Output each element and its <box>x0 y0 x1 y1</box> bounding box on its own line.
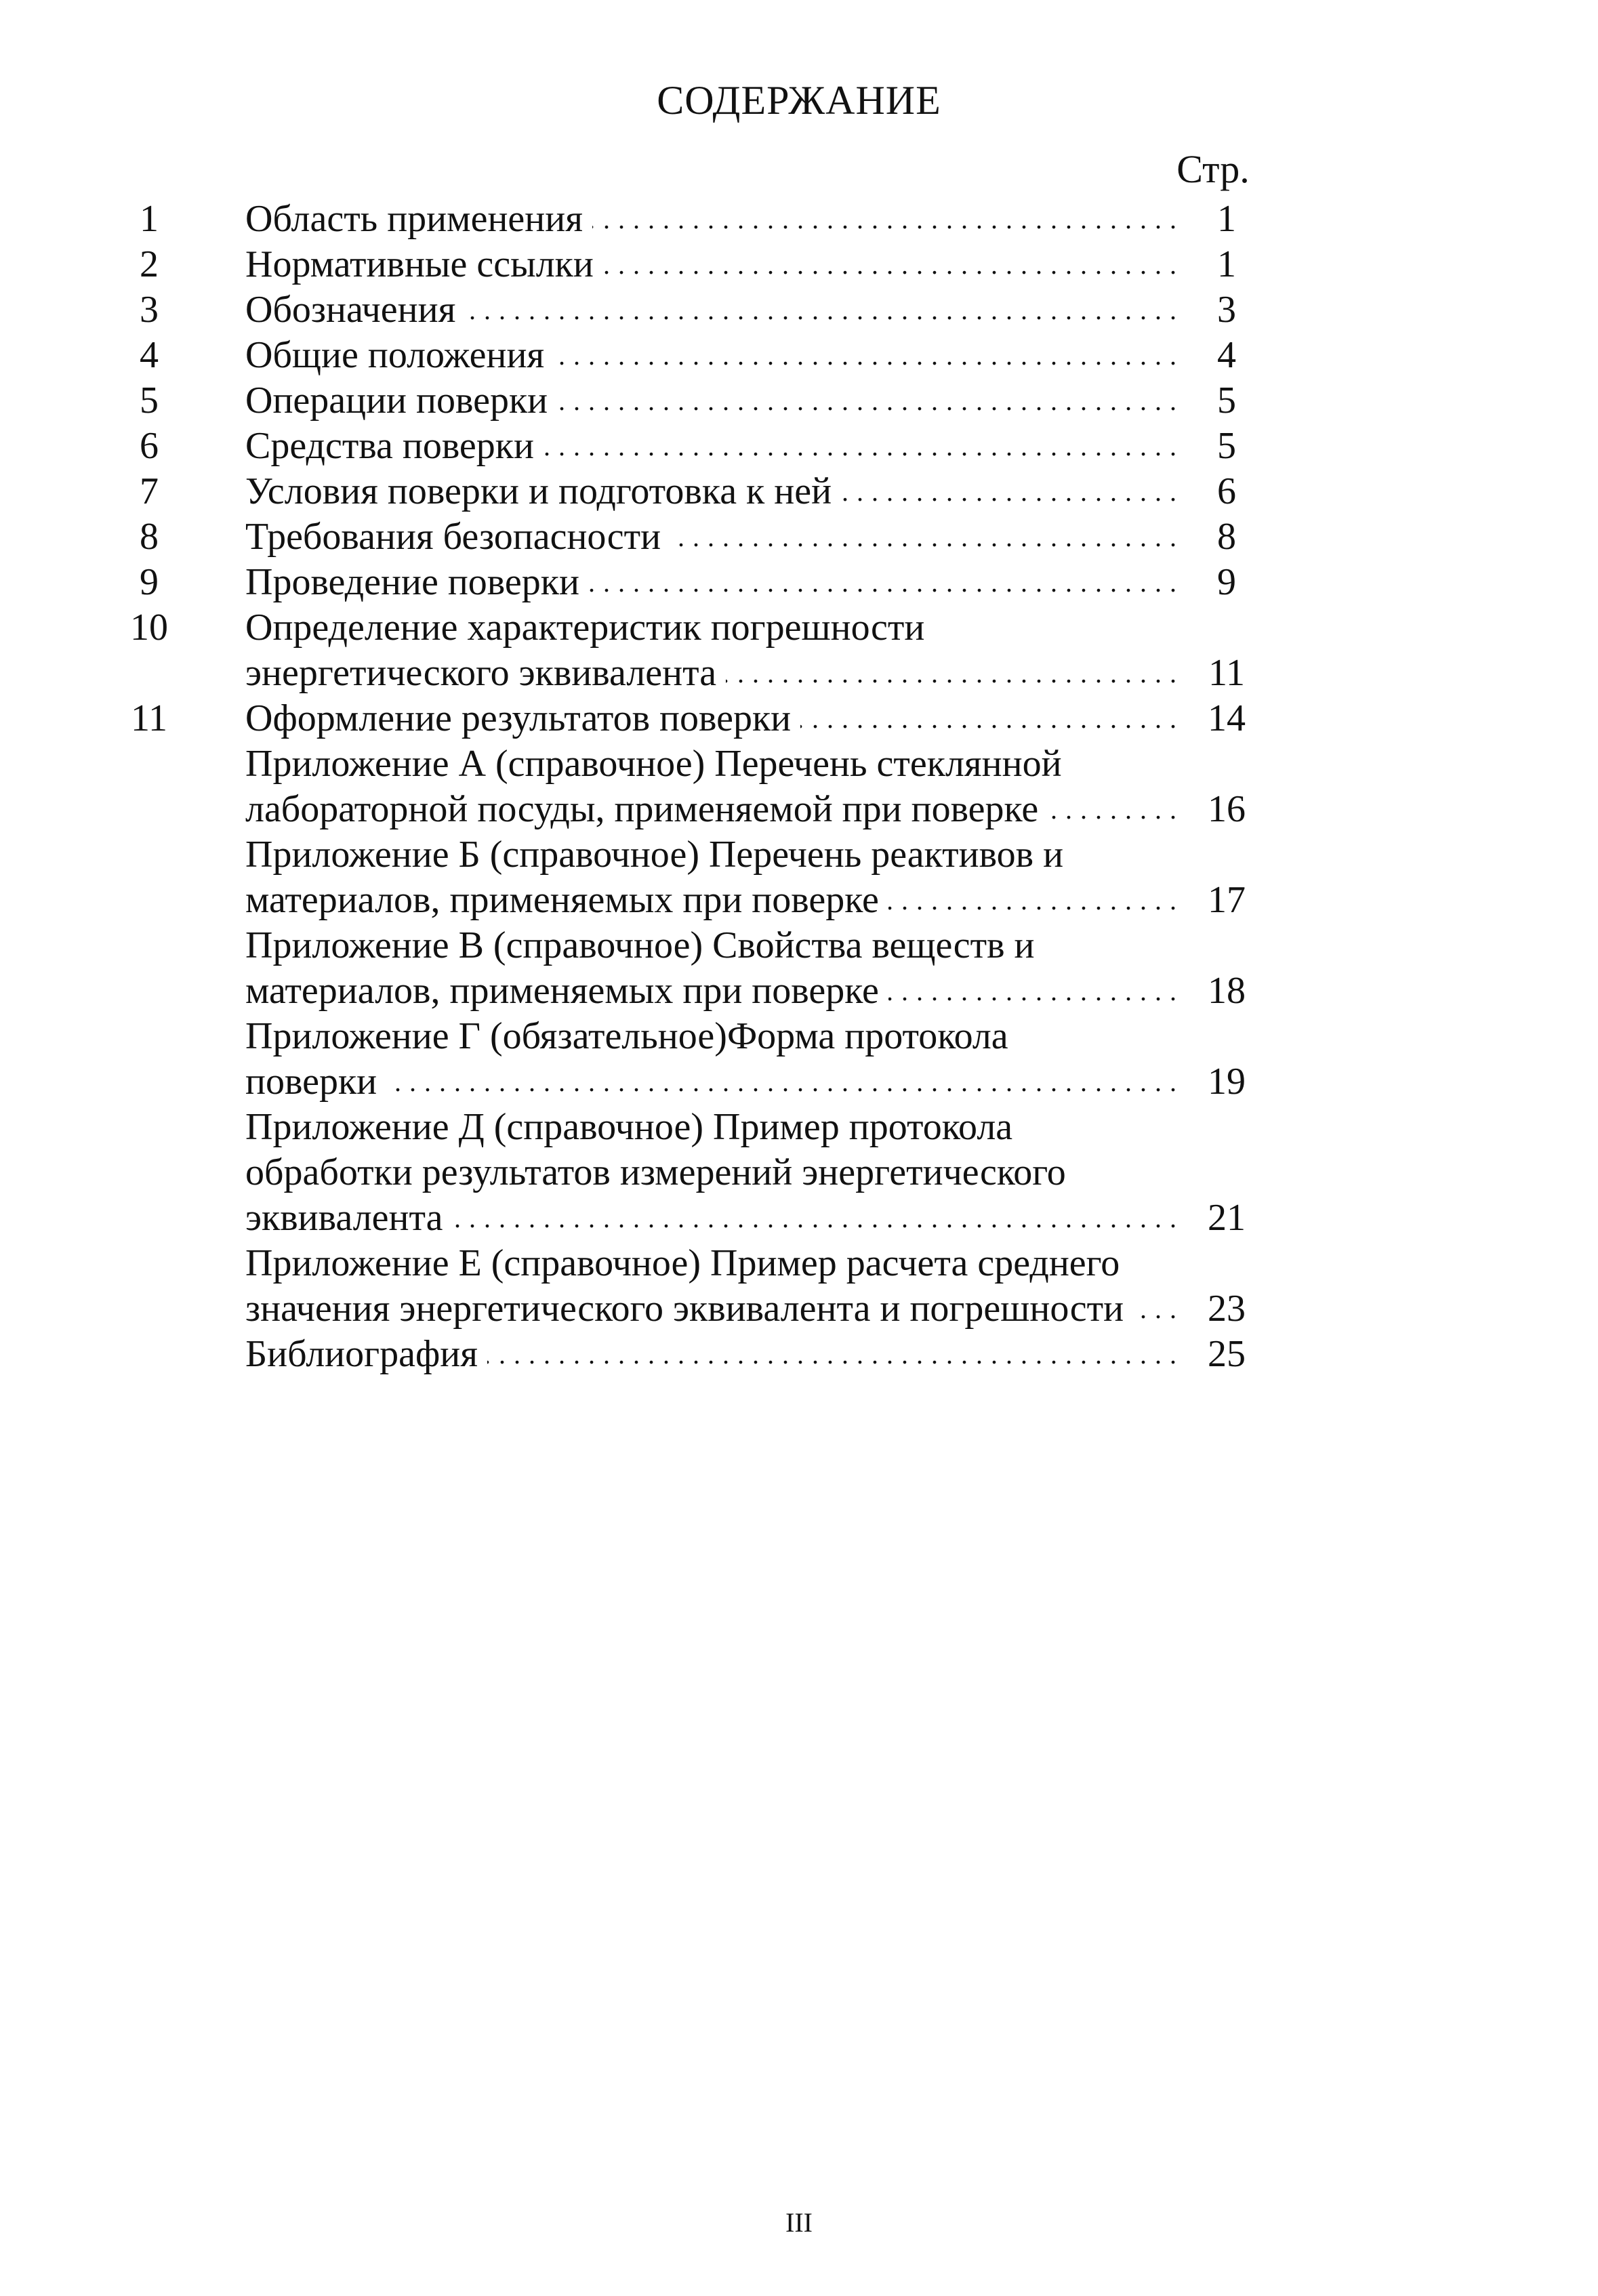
toc-entry-text <box>245 696 1177 741</box>
toc-entry-number: 8 <box>140 516 159 558</box>
toc-entry-label: материалов, применяемых при поверке <box>245 879 888 921</box>
toc-entry-line <box>0 1332 1598 1377</box>
toc-entry-label: Общие положения <box>245 334 554 376</box>
toc-entry-line <box>0 1195 1598 1241</box>
toc-entry-label: Приложение Г (обязательное)Форма протокола <box>245 1015 1018 1057</box>
toc-entry-line <box>0 197 1598 242</box>
toc-entry-line <box>0 605 1598 651</box>
toc-entry-text <box>245 469 1177 514</box>
toc-entry-text <box>245 514 1177 560</box>
toc-entry-line <box>0 741 1598 787</box>
toc-entry-line <box>0 1105 1598 1150</box>
toc-entry-label: Приложение Д (справочное) Пример протокола <box>245 1106 1022 1148</box>
toc-entry-number: 11 <box>131 697 167 739</box>
toc-entry-label: Условия поверки и подготовка к ней <box>245 470 841 512</box>
toc-entry-label: значения энергетического эквивалента и погрешности <box>245 1288 1133 1330</box>
toc-entry-label: Операции поверки <box>245 380 557 422</box>
toc-entry-text <box>245 1150 1177 1195</box>
toc-entry-label: Приложение В (справочное) Свойства веществ и <box>245 924 1044 966</box>
toc-entry-text <box>245 787 1177 832</box>
toc-entry-text <box>245 1014 1177 1059</box>
toc-entry-text <box>245 1332 1177 1377</box>
toc-entry-text <box>245 287 1177 333</box>
toc-entry-text <box>245 378 1177 424</box>
toc-entry-page: 4 <box>1217 334 1236 376</box>
toc-entry-page: 21 <box>1208 1197 1246 1239</box>
toc-entry-label: материалов, применяемых при поверке <box>245 970 888 1012</box>
toc-entry-line <box>0 832 1598 878</box>
toc-entry-number: 6 <box>140 425 159 467</box>
toc-entry-line <box>0 923 1598 968</box>
table-of-contents <box>0 197 1598 1377</box>
toc-entry-page: 25 <box>1208 1333 1246 1375</box>
toc-entry-text <box>245 1195 1177 1241</box>
toc-entry-text <box>245 741 1177 787</box>
toc-entry-page: 14 <box>1208 697 1246 739</box>
toc-entry-number: 1 <box>140 198 159 240</box>
toc-entry-label: Приложение А (справочное) Перечень стеклянной <box>245 743 1071 785</box>
toc-entry-label: Область применения <box>245 198 592 240</box>
toc-entry-text <box>245 242 1177 287</box>
toc-entry-page: 17 <box>1208 879 1246 921</box>
footer-page-number: III <box>785 2207 813 2238</box>
toc-entry-line <box>0 514 1598 560</box>
toc-entry-text <box>245 333 1177 378</box>
toc-entry-page: 19 <box>1208 1061 1246 1103</box>
toc-entry-text <box>245 1059 1177 1105</box>
toc-entry-text <box>245 1105 1177 1150</box>
toc-entry-page: 5 <box>1217 425 1236 467</box>
toc-entry-page: 8 <box>1217 516 1236 558</box>
toc-entry-label: поверки <box>245 1061 386 1103</box>
toc-entry-page: 5 <box>1217 380 1236 422</box>
toc-entry-label: Проведение поверки <box>245 561 589 603</box>
toc-entry-text <box>245 1286 1177 1332</box>
toc-entry-text <box>245 968 1177 1014</box>
toc-entry-page: 9 <box>1217 561 1236 603</box>
toc-entry-label: энергетического эквивалента <box>245 652 726 694</box>
toc-entry-line <box>0 1014 1598 1059</box>
toc-entry-line <box>0 651 1598 696</box>
page-column-header: Стр. <box>1176 147 1250 191</box>
toc-entry-label: Нормативные ссылки <box>245 243 603 285</box>
toc-entry-number: 5 <box>140 380 159 422</box>
toc-entry-label: эквивалента <box>245 1197 452 1239</box>
toc-entry-page: 6 <box>1217 470 1236 512</box>
toc-entry-label: Библиография <box>245 1333 487 1375</box>
toc-entry-label: Средства поверки <box>245 425 544 467</box>
toc-entry-number: 4 <box>140 334 159 376</box>
toc-entry-line <box>0 1059 1598 1105</box>
toc-entry-line <box>0 378 1598 424</box>
toc-entry-number: 2 <box>140 243 159 285</box>
toc-entry-number: 3 <box>140 289 159 331</box>
toc-entry-label: Определение характеристик погрешности <box>245 607 934 649</box>
toc-entry-line <box>0 242 1598 287</box>
toc-entry-line <box>0 1286 1598 1332</box>
toc-entry-page: 1 <box>1217 243 1236 285</box>
toc-entry-page: 16 <box>1208 788 1246 830</box>
toc-entry-line <box>0 787 1598 832</box>
toc-entry-line <box>0 287 1598 333</box>
toc-entry-page: 3 <box>1217 289 1236 331</box>
toc-entry-line <box>0 1241 1598 1286</box>
toc-entry-page: 11 <box>1208 652 1245 694</box>
toc-entry-line <box>0 968 1598 1014</box>
toc-entry-line <box>0 333 1598 378</box>
toc-entry-line <box>0 469 1598 514</box>
toc-entry-line <box>0 1150 1598 1195</box>
toc-entry-text <box>245 651 1177 696</box>
toc-entry-page: 1 <box>1217 198 1236 240</box>
toc-entry-text <box>245 923 1177 968</box>
toc-entry-line <box>0 696 1598 741</box>
toc-entry-label: Обозначения <box>245 289 465 331</box>
toc-entry-label: Требования безопасности <box>245 516 670 558</box>
toc-entry-number: 10 <box>130 607 168 649</box>
toc-entry-page: 18 <box>1208 970 1246 1012</box>
toc-entry-number: 9 <box>140 561 159 603</box>
toc-entry-number: 7 <box>140 470 159 512</box>
toc-entry-label: обработки результатов измерений энергетического <box>245 1151 1075 1193</box>
toc-entry-line <box>0 878 1598 923</box>
toc-entry-text <box>245 832 1177 878</box>
toc-entry-label: лабораторной посуды, применяемой при поверке <box>245 788 1048 830</box>
toc-entry-line <box>0 424 1598 469</box>
page-title: СОДЕРЖАНИЕ <box>657 78 941 123</box>
toc-entry-line <box>0 560 1598 605</box>
toc-entry-text <box>245 560 1177 605</box>
toc-entry-text <box>245 605 1177 651</box>
toc-entry-label: Оформление результатов поверки <box>245 697 800 739</box>
toc-entry-text <box>245 878 1177 923</box>
toc-entry-page: 23 <box>1208 1288 1246 1330</box>
toc-entry-text <box>245 197 1177 242</box>
toc-entry-label: Приложение Е (справочное) Пример расчета среднего <box>245 1242 1129 1284</box>
toc-entry-text <box>245 1241 1177 1286</box>
toc-entry-label: Приложение Б (справочное) Перечень реактивов и <box>245 834 1073 876</box>
toc-entry-text <box>245 424 1177 469</box>
